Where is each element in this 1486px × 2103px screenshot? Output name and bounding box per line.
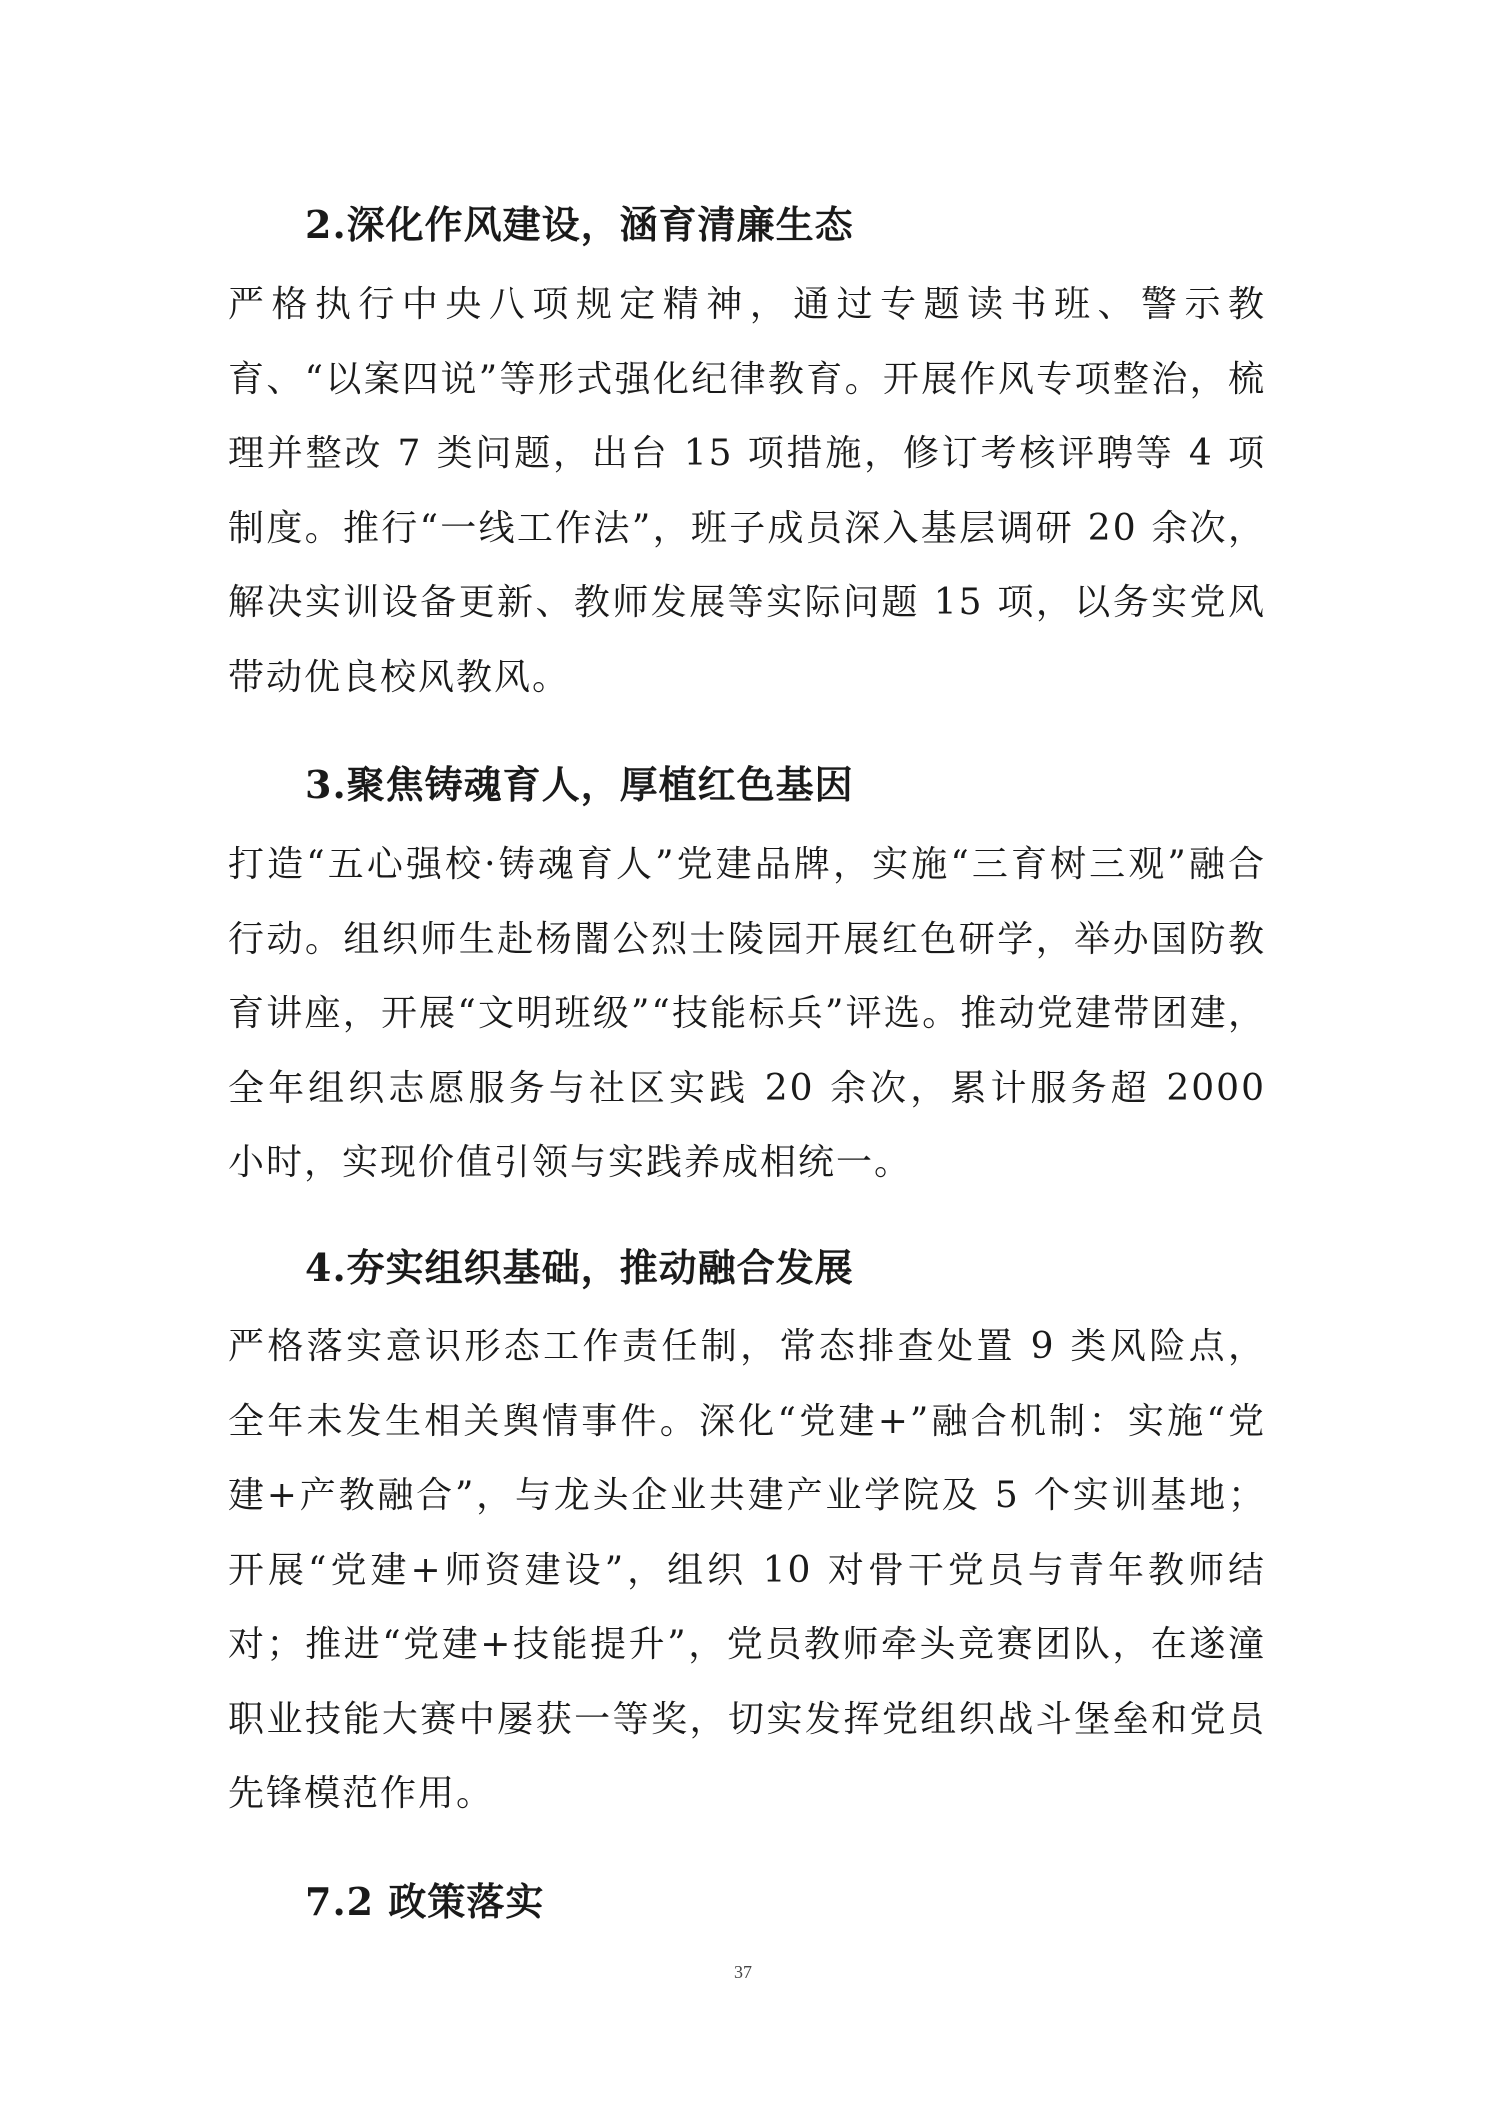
section-heading-2: 2.深化作风建设，涵育清廉生态: [305, 202, 854, 247]
section-paragraph-4: 严格落实意识形态工作责任制，常态排查处置 9 类风险点，全年未发生相关舆情事件。深化“党建+”融合机制：实施“党建+产教融合”，与龙头企业共建产业学院及 5 个实训基地；开展“党建+师资建设”，组织 10 对骨干党员与青年教师结对；推进“党建+技能提升”，党员教师牵头竞赛团队，在遂潼职业技能大赛中屡获一等奖，切实发挥党组织战斗堡垒和党员先锋模范作用。: [228, 1326, 1266, 1814]
section-paragraph-2: 严格执行中央八项规定精神，通过专题读书班、警示教育、“以案四说”等形式强化纪律教育。开展作风专项整治，梳理并整改 7 类问题，出台 15 项措施，修订考核评聘等 4 项制度。推行“一线工作法”，班子成员深入基层调研 20 余次，解决实训设备更新、教师发展等实际问题 15 项，以务实党风带动优良校风教风。: [228, 284, 1266, 698]
subsection-heading-7-2: 7.2 政策落实: [305, 1879, 545, 1924]
section-heading-3: 3.聚焦铸魂育人，厚植红色基因: [305, 762, 854, 807]
section-paragraph-3: 打造“五心强校·铸魂育人”党建品牌，实施“三育树三观”融合行动。组织师生赴杨闇公烈士陵园开展红色研学，举办国防教育讲座，开展“文明班级”“技能标兵”评选。推动党建带团建，全年组织志愿服务与社区实践 20 余次，累计服务超 2000 小时，实现价值引领与实践养成相统一。: [228, 844, 1266, 1183]
page-number: 37: [734, 1962, 752, 1982]
section-heading-4: 4.夯实组织基础，推动融合发展: [305, 1245, 854, 1290]
